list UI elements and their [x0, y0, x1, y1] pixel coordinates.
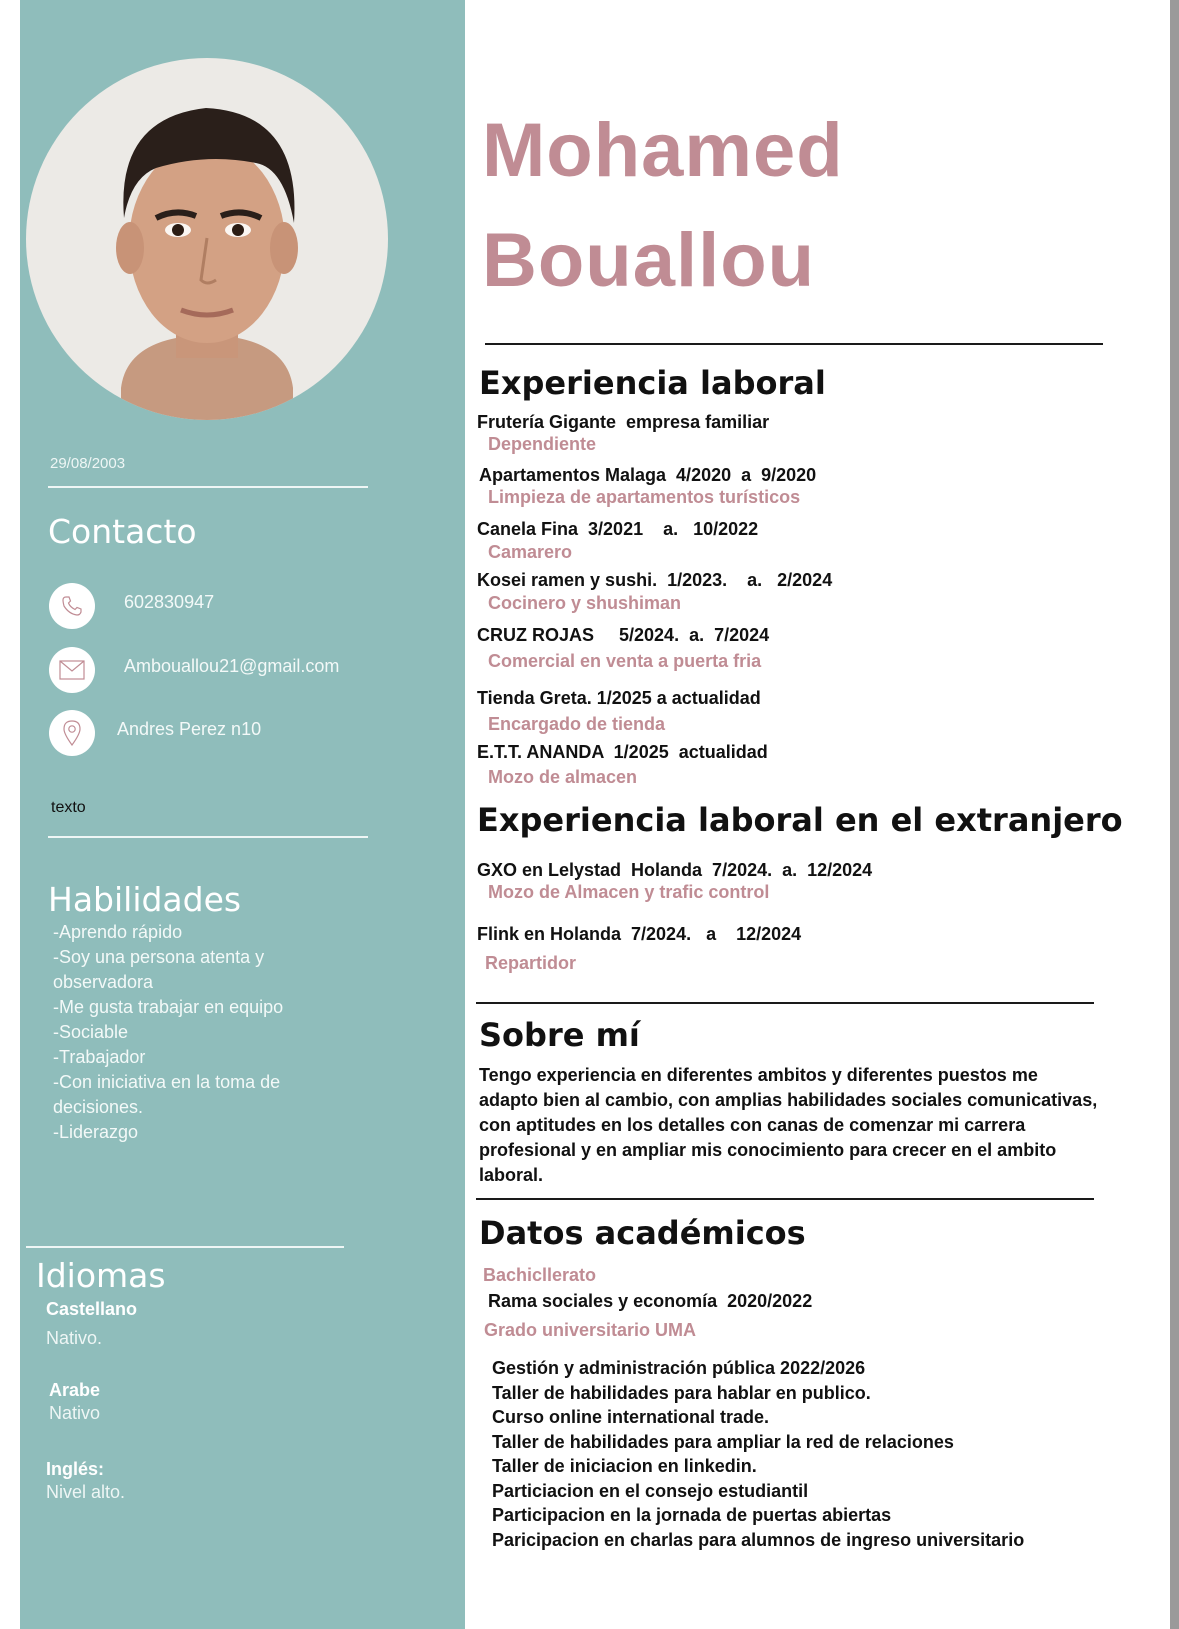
- location-pin-icon: [49, 710, 95, 756]
- degree-title: Bachicllerato: [483, 1265, 597, 1285]
- divider: [48, 836, 368, 838]
- languages-heading: Idiomas: [36, 1256, 166, 1295]
- placeholder-text: texto: [51, 799, 86, 816]
- job-title: Tienda Greta. 1/2025 a actualidad: [477, 688, 761, 708]
- address: Andres Perez n10: [117, 719, 262, 739]
- skill-line: decisiones.: [53, 1097, 144, 1117]
- course-item: Gestión y administración pública 2022/2026: [492, 1358, 866, 1378]
- divider: [476, 1002, 1094, 1004]
- job-title: CRUZ ROJAS 5/2024. a. 7/2024: [477, 625, 770, 645]
- job-title: Flink en Holanda 7/2024. a 12/2024: [477, 924, 802, 944]
- phone-icon: [49, 583, 95, 629]
- job-role: Cocinero y shushiman: [488, 593, 682, 613]
- phone-number[interactable]: 602830947: [124, 592, 215, 612]
- job-title: Apartamentos Malaga 4/2020 a 9/2020: [479, 465, 817, 485]
- language-name: Castellano: [46, 1299, 138, 1319]
- divider: [26, 1246, 344, 1248]
- contact-heading: Contacto: [48, 512, 197, 551]
- job-title: GXO en Lelystad Holanda 7/2024. a. 12/2024: [477, 860, 873, 880]
- job-role: Mozo de almacen: [488, 767, 638, 787]
- email-address[interactable]: Ambouallou21@gmail.com: [124, 656, 340, 676]
- course-item: Participacion en la jornada de puertas abiertas: [492, 1505, 892, 1525]
- about-text: Tengo experiencia en diferentes ambitos y diferentes puestos me adapto bien al cambio, con amplias habilidades sociales comunicativas, con aptitudes en los detalles con canas de comenzar mi carrera profesional y en ampliar mis conocimiento para crecer en el ambito laboral.: [479, 1065, 1098, 1185]
- skill-line: -Aprendo rápido: [53, 922, 183, 942]
- job-role: Encargado de tienda: [488, 714, 666, 734]
- course-item: Taller de iniciacion en linkedin.: [492, 1456, 757, 1476]
- skill-line: -Soy una persona atenta y: [53, 947, 265, 967]
- divider: [48, 486, 368, 488]
- job-role: Limpieza de apartamentos turísticos: [488, 487, 801, 507]
- skill-line: -Sociable: [53, 1022, 129, 1042]
- first-name: Mohamed: [482, 108, 844, 193]
- job-title: Frutería Gigante empresa familiar: [477, 412, 770, 432]
- skill-line: observadora: [53, 972, 154, 992]
- job-role: Repartidor: [485, 953, 577, 973]
- language-level: Nativo: [49, 1403, 101, 1423]
- skill-line: -Liderazgo: [53, 1122, 139, 1142]
- experience-heading: Experiencia laboral: [479, 364, 826, 402]
- job-role: Dependiente: [488, 434, 597, 454]
- skills-list: [53, 920, 383, 1145]
- page-right-edge: [1170, 0, 1179, 1629]
- birth-date: 29/08/2003: [50, 455, 126, 472]
- course-item: Paricipacion en charlas para alumnos de ingreso universitario: [492, 1529, 1025, 1550]
- job-title: E.T.T. ANANDA 1/2025 actualidad: [477, 742, 768, 762]
- job-role: Mozo de Almacen y trafic control: [488, 882, 770, 902]
- about-heading: Sobre mí: [479, 1016, 640, 1054]
- language-level: Nivel alto.: [46, 1482, 126, 1502]
- mail-icon: [49, 647, 95, 693]
- profile-photo: [26, 58, 388, 420]
- skill-line: -Con iniciativa en la toma de: [53, 1072, 281, 1092]
- course-item: Taller de habilidades para ampliar la red de relaciones: [492, 1431, 954, 1452]
- language-name: Inglés:: [46, 1459, 105, 1479]
- course-item: Curso online international trade.: [492, 1407, 770, 1427]
- skill-line: -Trabajador: [53, 1047, 146, 1067]
- page-left-margin: [0, 0, 20, 1629]
- abroad-heading: Experiencia laboral en el extranjero: [477, 801, 1123, 839]
- language-level: Nativo.: [46, 1328, 103, 1348]
- job-role: Comercial en venta a puerta fria: [488, 651, 762, 671]
- degree-detail: Rama sociales y economía 2020/2022: [488, 1291, 813, 1311]
- divider: [476, 1198, 1094, 1200]
- divider: [485, 343, 1103, 345]
- language-name: Arabe: [49, 1380, 101, 1400]
- skill-line: -Me gusta trabajar en equipo: [53, 997, 284, 1017]
- skills-heading: Habilidades: [48, 880, 242, 919]
- degree-title: Grado universitario UMA: [484, 1320, 697, 1340]
- job-title: Kosei ramen y sushi. 1/2023. a. 2/2024: [477, 570, 833, 590]
- job-title: Canela Fina 3/2021 a. 10/2022: [477, 519, 759, 539]
- job-role: Camarero: [488, 542, 573, 562]
- course-item: Particiacion en el consejo estudiantil: [492, 1480, 809, 1501]
- course-list: [492, 1356, 1024, 1552]
- course-item: Taller de habilidades para hablar en publico.: [492, 1382, 871, 1403]
- academic-heading: Datos académicos: [479, 1214, 806, 1252]
- last-name: Bouallou: [482, 218, 816, 303]
